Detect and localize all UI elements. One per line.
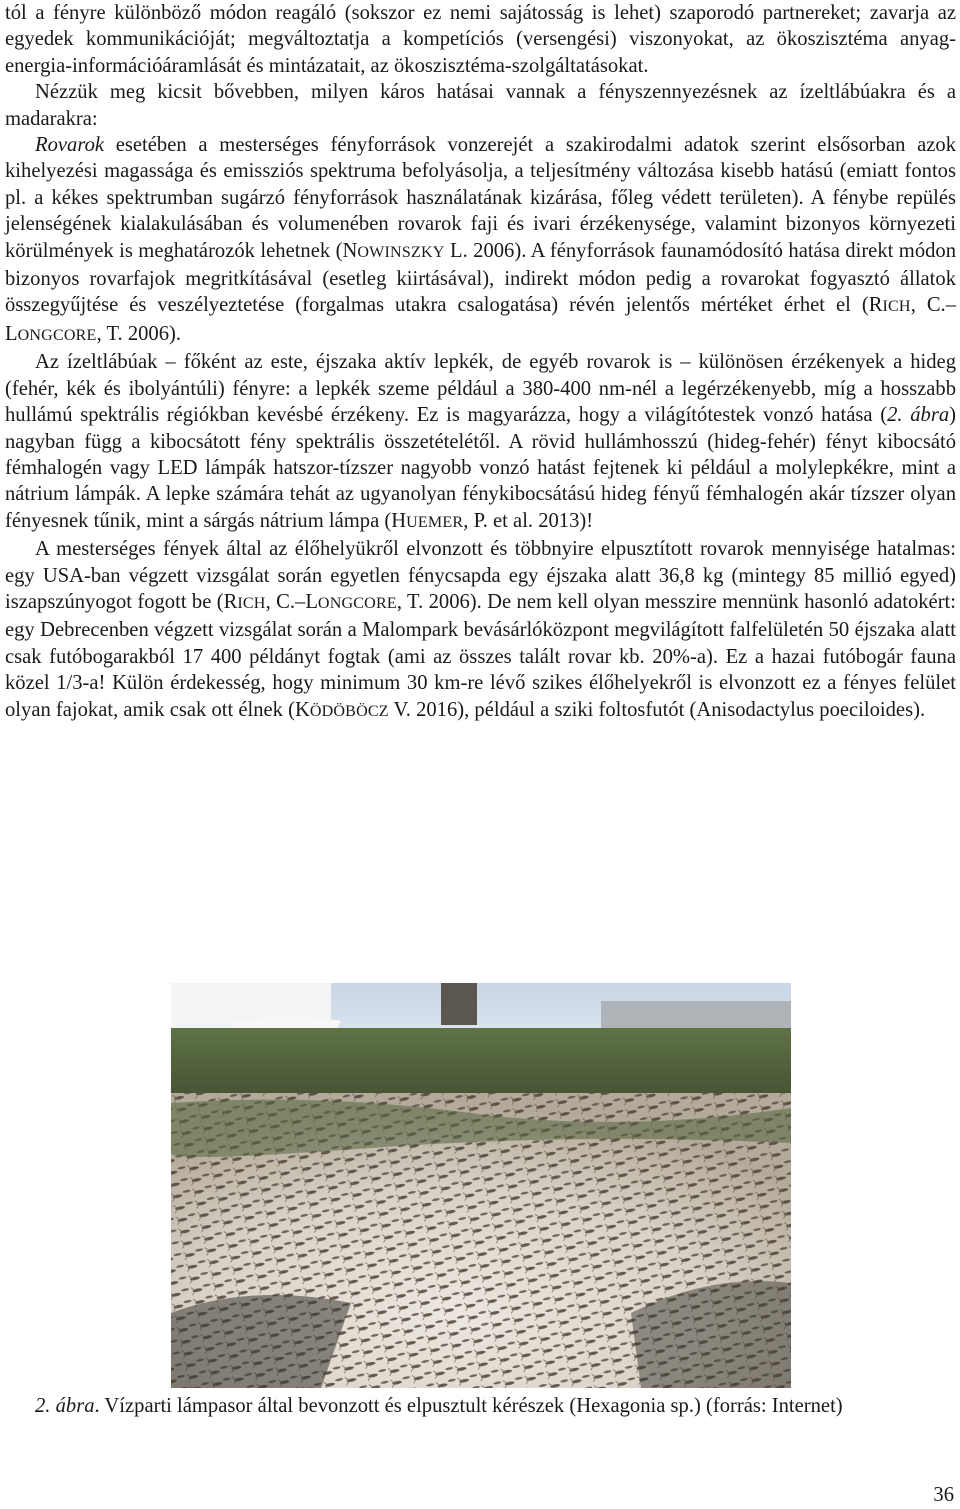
paragraph-text: tól a fényre különböző módon reagáló (sokszor ez nemi sajátosság is lehet) szaporodó partnereket; zavarja az egyedek kommunikációját; megváltoztatja a kompetíciós (versengési) viszonyokat, az ökoszisztéma anyag-energia-információáramlását és mintázatait, az ökoszisztéma-szolgáltatásokat. xyxy=(5,2,956,77)
citation-author: LONGCORE xyxy=(305,590,397,613)
paragraph-text: , C.– xyxy=(910,294,956,317)
page-number: 36 xyxy=(933,1484,954,1506)
paragraph-text: Az ízeltlábúak – főként az este, éjszaka aktív lepkék, de egyéb rovarok is – különösen érzékenyek a hideg (fehér, kék és ibolyántúli) fényre: a lepkék szeme például a 380-400 nm-nél a legérzékenyebb, míg a hosszabb hullámú spektrális régiókban kevésbé érzékeny. Ez is magyarázza, hogy a világítótestek vonzó hatása ( xyxy=(5,351,956,427)
citation-author: LONGCORE xyxy=(5,322,97,345)
figure-reference: 2. ábra xyxy=(887,404,950,427)
paragraph-text: , C.– xyxy=(265,590,306,613)
citation-author: RICH xyxy=(868,294,911,317)
caption-label: 2. ábra xyxy=(35,1395,95,1417)
paragraph-text: ) nagyban függ a kibocsátott fény spektrális összetételétől. A rövid hullámhosszú (hideg-fehér) fényt kibocsátó fémhalogén vagy LED lámpák hatszor-tízszer nagyobb vonzó hatást fejtenek ki például a molylepkékre, mint a nátrium lámpák. A lepke számára tehát az ugyanolyan fénykibocsátású hideg fényű fémhalogén akár tízszer olyan fényesnek tűnik, mint a sárgás nátrium lámpa ( xyxy=(5,404,956,532)
citation-author: RICH xyxy=(223,590,266,613)
citation-author: NOWINSZKY xyxy=(342,239,445,262)
paragraph-1 xyxy=(5,0,956,79)
caption-text: . Vízparti lámpasor által bevonzott és elpusztult kérészek (Hexagonia sp.) (forrás: Internet) xyxy=(94,1395,843,1417)
paragraph-text: , T. 2006). xyxy=(96,322,182,345)
citation-author: KÖDÖBÖCZ xyxy=(294,698,389,721)
paragraph-3 xyxy=(5,132,956,349)
body-text xyxy=(5,0,956,725)
paragraph-text: esetében a mesterséges fényforrások vonzerejét a szakirodalmi adatok szerint elsősorban azok kihelyezési magassága és emissziós spektruma befolyásolja, a teljesítmény változása kisebb hatású (emiatt fontos pl. a kékes spektrumban sugárzó fényforrások használatának kizárása, főleg védett területen). A fénybe repülés jelenségének kialakulásában és volumenében rovarok faji és ivari érzékenysége, valamint bizonyos környezeti körülmények is meghatározók lehetnek ( xyxy=(5,134,956,262)
paragraph-text: L. 2006). A fényforrások faunamódosító hatása direkt módon bizonyos rovarfajok megritkításával (esetleg kiirtásával), indirekt módon pedig a rovarokat fogyasztó állatok összegyűjtése és veszélyeztetése (forgalmas utakra csalogatása) révén jelentős mértéket érhet el ( xyxy=(5,239,957,317)
paragraph-text: , T. 2006). De nem kell olyan messzire mennünk hasonló adatokért: egy Debrecenben végzett vizsgálat során a Malompark bevásárlóközpont megvilágított falfelületén 50 éjszaka alatt csak futóbogarakból 17 400 példányt fogtak (ami az összes talált rovar kb. 20%-a). Ez a hazai futóbogár fauna közel 1/3-a! Külön érdekesség, hogy minimum 30 km-re lévő szikes élőhelyekről is elvonzott ez a fényes felület olyan fajokat, amik csak ott élnek ( xyxy=(5,590,956,721)
photo-illustration xyxy=(171,983,791,1388)
italic-term: Rovarok xyxy=(35,134,105,157)
paragraph-text: , P. et al. 2013)! xyxy=(463,509,594,532)
paragraph-text: A mesterséges fények által az élőhelyükről elvonzott és többnyire elpusztított rovarok mennyisége hatalmas: egy USA-ban végzett vizsgálat során egyetlen fénycsapda egy éjszaka alatt 36,8 kg (mintegy 85 millió egyed) iszapszúnyogot fogott be ( xyxy=(5,538,956,613)
citation-author: HUEMER xyxy=(391,509,464,532)
figure-caption xyxy=(5,1392,956,1420)
paragraph-2 xyxy=(5,79,956,132)
paragraph-text: Nézzük meg kicsit bővebben, milyen káros hatásai vannak a fényszennyezésnek az ízeltlábúakra és a madarakra: xyxy=(5,81,956,130)
paragraph-4 xyxy=(5,349,956,536)
paragraph-5 xyxy=(5,536,956,725)
figure-photo-mayflies xyxy=(171,983,791,1388)
paragraph-text: V. 2016), például a sziki foltosfutót (Anisodactylus poeciloides). xyxy=(388,698,926,721)
